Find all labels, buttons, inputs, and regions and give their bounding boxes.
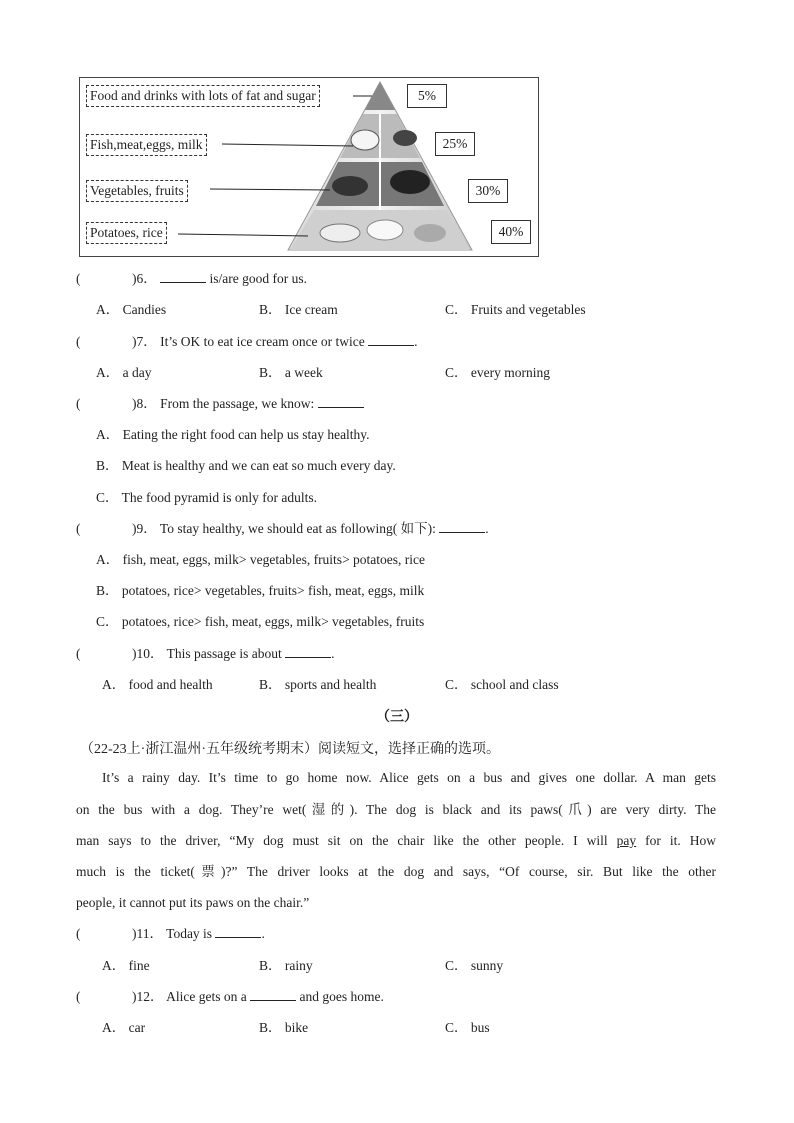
- q7-option-b[interactable]: B． a week: [259, 365, 323, 380]
- q10-option-c[interactable]: C． school and class: [445, 677, 559, 692]
- question-8: ( )8． From the passage, we know:: [76, 395, 364, 413]
- pyramid-label-fish-meat: Fish,meat,eggs, milk: [86, 134, 207, 156]
- section-title: （三）: [376, 710, 418, 725]
- question-10: ( )10． This passage is about .: [76, 646, 335, 661]
- pyramid-label-vegetables: Vegetables, fruits: [86, 180, 188, 202]
- q11-option-a[interactable]: A． fine: [102, 958, 150, 973]
- question-7: ( )7． It’s OK to eat ice cream once or twice .: [76, 334, 418, 349]
- underlined-word: pay: [616, 833, 637, 848]
- food-pyramid-figure: [79, 77, 539, 257]
- q8-option-c[interactable]: C． The food pyramid is only for adults.: [96, 490, 317, 505]
- question-11: ( )11． Today is .: [76, 926, 265, 941]
- question-9: ( )9． To stay healthy, we should eat as following( 如下): .: [76, 521, 489, 536]
- q9-option-a[interactable]: A． fish, meat, eggs, milk> vegetables, fruits> potatoes, rice: [96, 552, 426, 567]
- passage-line-5: people, it cannot put its paws on the chair.”: [76, 895, 310, 910]
- q6-option-c[interactable]: C． Fruits and vegetables: [445, 302, 586, 317]
- pyramid-label-fat-sugar: Food and drinks with lots of fat and sugar: [86, 85, 320, 107]
- q9-option-b[interactable]: B． potatoes, rice> vegetables, fruits> fish, meat, eggs, milk: [96, 583, 425, 598]
- pyramid-label-potatoes: Potatoes, rice: [86, 222, 167, 244]
- q6-option-a[interactable]: A． Candies: [96, 302, 167, 317]
- section-instructions: （22-23上·浙江温州·五年级统考期末）阅读短文，选择正确的选项。: [80, 742, 500, 757]
- q11-option-c[interactable]: C． sunny: [445, 958, 504, 973]
- passage-line-1: It’s a rainy day. It’s time to go home now. Alice gets on a bus and gives one dollar. A man gets: [102, 770, 716, 785]
- q8-option-b[interactable]: B． Meat is healthy and we can eat so much every day.: [96, 458, 396, 473]
- q11-option-b[interactable]: B． rainy: [259, 958, 313, 973]
- q12-option-b[interactable]: B． bike: [259, 1020, 309, 1035]
- passage-line-3: man says to the driver, “My dog must sit on the chair like the other people. I will pay for it. How: [76, 833, 717, 848]
- q10-option-a[interactable]: A． food and health: [102, 677, 213, 692]
- q8-option-a[interactable]: A． Eating the right food can help us stay healthy.: [96, 427, 370, 442]
- passage-line-4: much is the ticket(票)?” The driver looks at the dog and says, “Of course, sir. But like the other: [76, 864, 716, 879]
- question-6: ( )6． is/are good for us.: [76, 271, 307, 286]
- q6-option-b[interactable]: B． Ice cream: [259, 302, 338, 317]
- passage-line-2: on the bus with a dog. They’re wet(湿的). The dog is black and its paws(爪) are very dirty. The: [76, 802, 716, 817]
- pyramid-percent-third: 30%: [468, 179, 508, 203]
- q10-option-b[interactable]: B． sports and health: [259, 677, 377, 692]
- question-12: ( )12． Alice gets on a and goes home.: [76, 989, 384, 1004]
- pyramid-percent-top: 5%: [407, 84, 447, 108]
- q7-option-a[interactable]: A． a day: [96, 365, 152, 380]
- q12-option-c[interactable]: C． bus: [445, 1020, 490, 1035]
- q12-option-a[interactable]: A． car: [102, 1020, 146, 1035]
- q7-option-c[interactable]: C． every morning: [445, 365, 550, 380]
- pyramid-percent-second: 25%: [435, 132, 475, 156]
- q9-option-c[interactable]: C． potatoes, rice> fish, meat, eggs, milk> vegetables, fruits: [96, 614, 425, 629]
- pyramid-percent-bottom: 40%: [491, 220, 531, 244]
